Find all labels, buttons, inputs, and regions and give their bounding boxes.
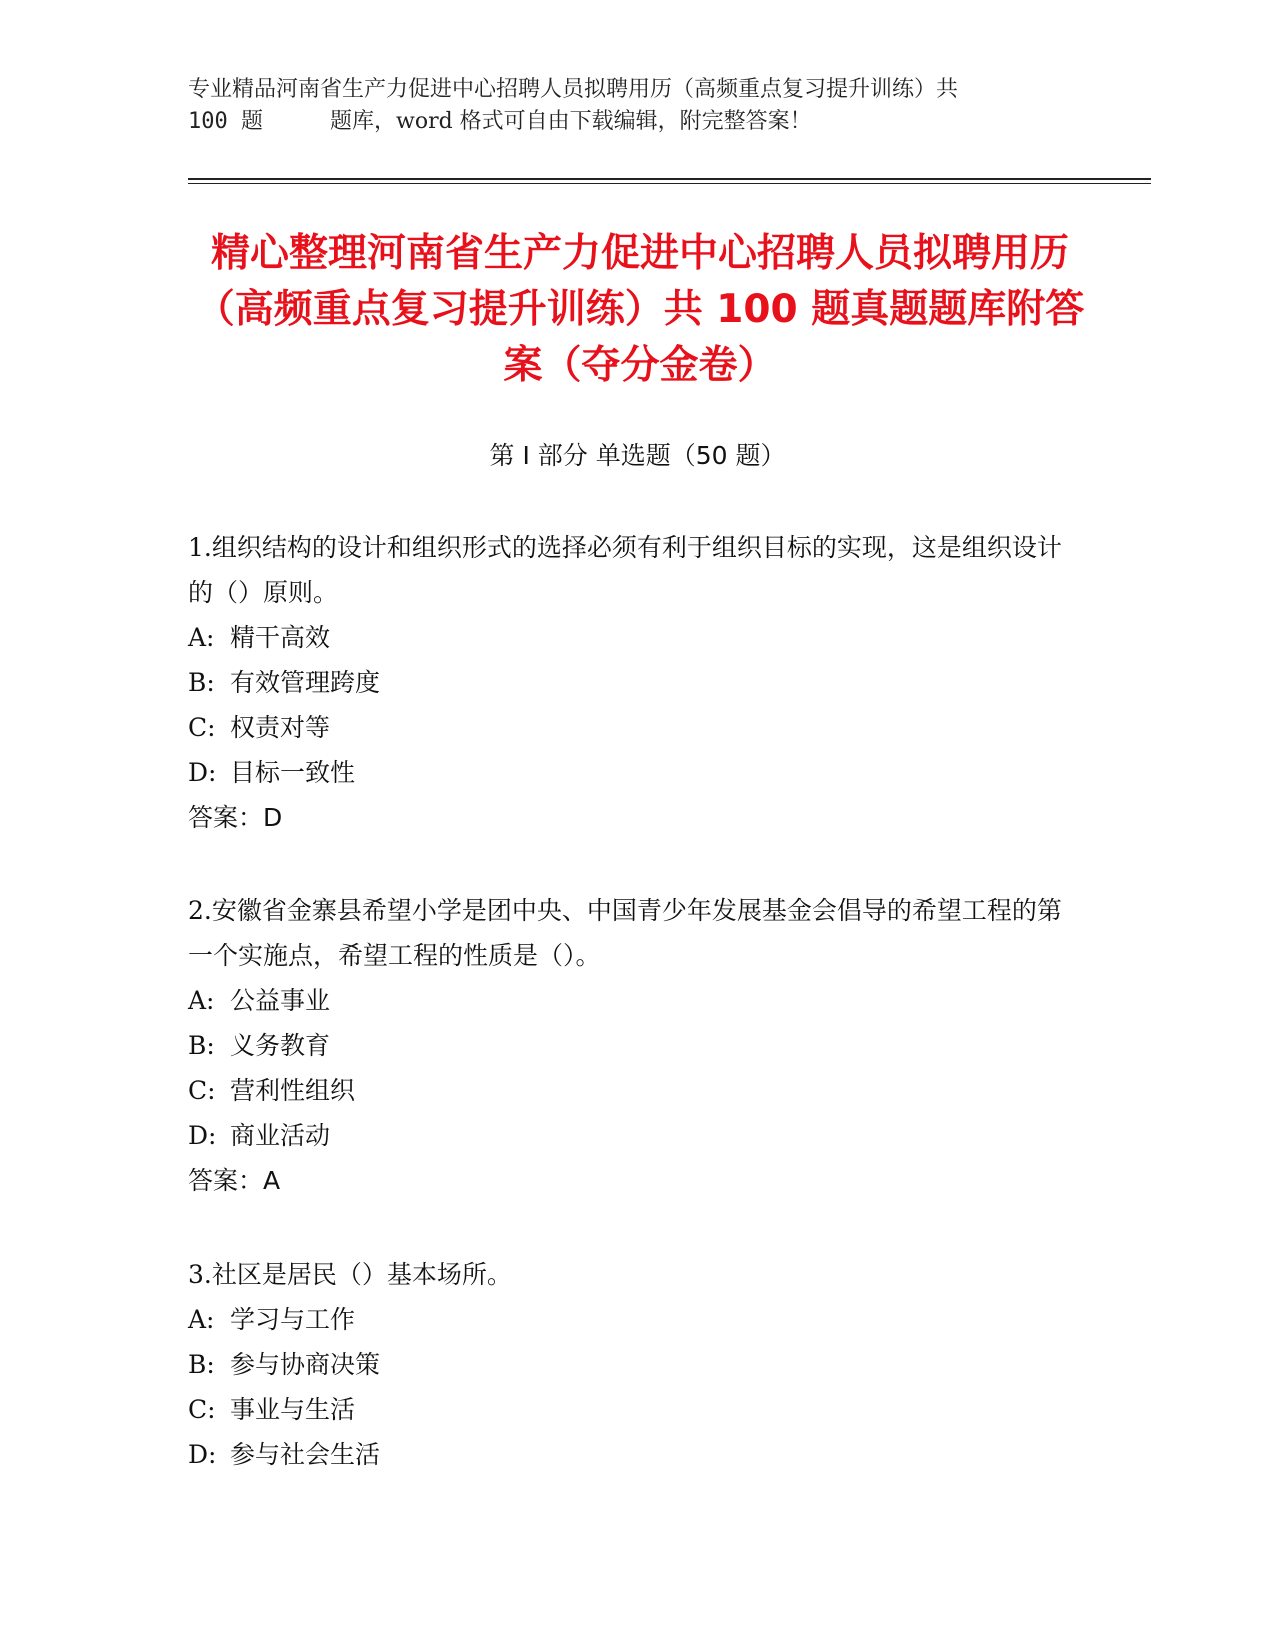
- answer: 答案：D: [188, 803, 283, 832]
- section-heading: 第 I 部分 单选题（50 题）: [489, 441, 786, 470]
- document-header: [188, 74, 1078, 138]
- header-line-2: [188, 106, 1078, 138]
- option-text: 有效管理跨度: [230, 668, 381, 697]
- option-key: D:: [188, 1440, 217, 1469]
- option-c: [188, 1068, 1068, 1113]
- option-text: 营利性组织: [230, 1076, 356, 1105]
- option-text: 事业与生活: [230, 1395, 356, 1424]
- option-key: D:: [188, 758, 217, 787]
- option-text: 精干高效: [230, 623, 331, 652]
- option-a: [188, 615, 1068, 660]
- option-key: B:: [188, 1031, 215, 1060]
- header-description: 题库，word 格式可自由下载编辑，附完整答案！: [330, 109, 812, 134]
- option-text: 公益事业: [230, 986, 331, 1015]
- option-b: [188, 660, 1068, 705]
- option-text: 义务教育: [230, 1031, 331, 1060]
- option-key: A:: [188, 623, 215, 652]
- question-stem: 3.社区是居民（）基本场所。: [188, 1260, 512, 1289]
- option-c: [188, 705, 1068, 750]
- option-text: 参与社会生活: [230, 1440, 381, 1469]
- answer: 答案：A: [188, 1166, 281, 1195]
- option-key: C:: [188, 713, 216, 742]
- option-text: 权责对等: [230, 713, 331, 742]
- option-key: A:: [188, 986, 215, 1015]
- option-a: [188, 1297, 1068, 1342]
- option-d: [188, 750, 1068, 795]
- option-c: [188, 1387, 1068, 1432]
- question-stem: 1.组织结构的设计和组织形式的选择必须有利于组织目标的实现，这是组织设计的（）原则。: [188, 533, 1062, 607]
- document-title: 精心整理河南省生产力促进中心招聘人员拟聘用历（高频重点复习提升训练）共 100 题真题题库附答案（夺分金卷）: [195, 231, 1085, 388]
- option-text: 目标一致性: [230, 758, 356, 787]
- header-divider-thick: [188, 178, 1151, 180]
- header-line-1: 专业精品河南省生产力促进中心招聘人员拟聘用历（高频重点复习提升训练）共: [188, 77, 959, 102]
- option-text: 参与协商决策: [230, 1350, 381, 1379]
- option-b: [188, 1342, 1068, 1387]
- header-question-count: 100 题: [188, 109, 263, 134]
- question-1: [188, 525, 1068, 840]
- option-b: [188, 1023, 1068, 1068]
- option-key: B:: [188, 668, 215, 697]
- option-key: D:: [188, 1121, 217, 1150]
- option-d: [188, 1113, 1068, 1158]
- option-d: [188, 1432, 1068, 1477]
- option-key: C:: [188, 1395, 216, 1424]
- option-key: C:: [188, 1076, 216, 1105]
- header-divider-thin: [188, 183, 1151, 184]
- option-a: [188, 978, 1068, 1023]
- question-3: [188, 1252, 1068, 1477]
- option-key: B:: [188, 1350, 215, 1379]
- question-2: [188, 888, 1068, 1203]
- option-text: 商业活动: [230, 1121, 331, 1150]
- option-key: A:: [188, 1305, 215, 1334]
- question-stem: 2.安徽省金寨县希望小学是团中央、中国青少年发展基金会倡导的希望工程的第一个实施点，希望工程的性质是（）。: [188, 896, 1062, 970]
- option-text: 学习与工作: [230, 1305, 356, 1334]
